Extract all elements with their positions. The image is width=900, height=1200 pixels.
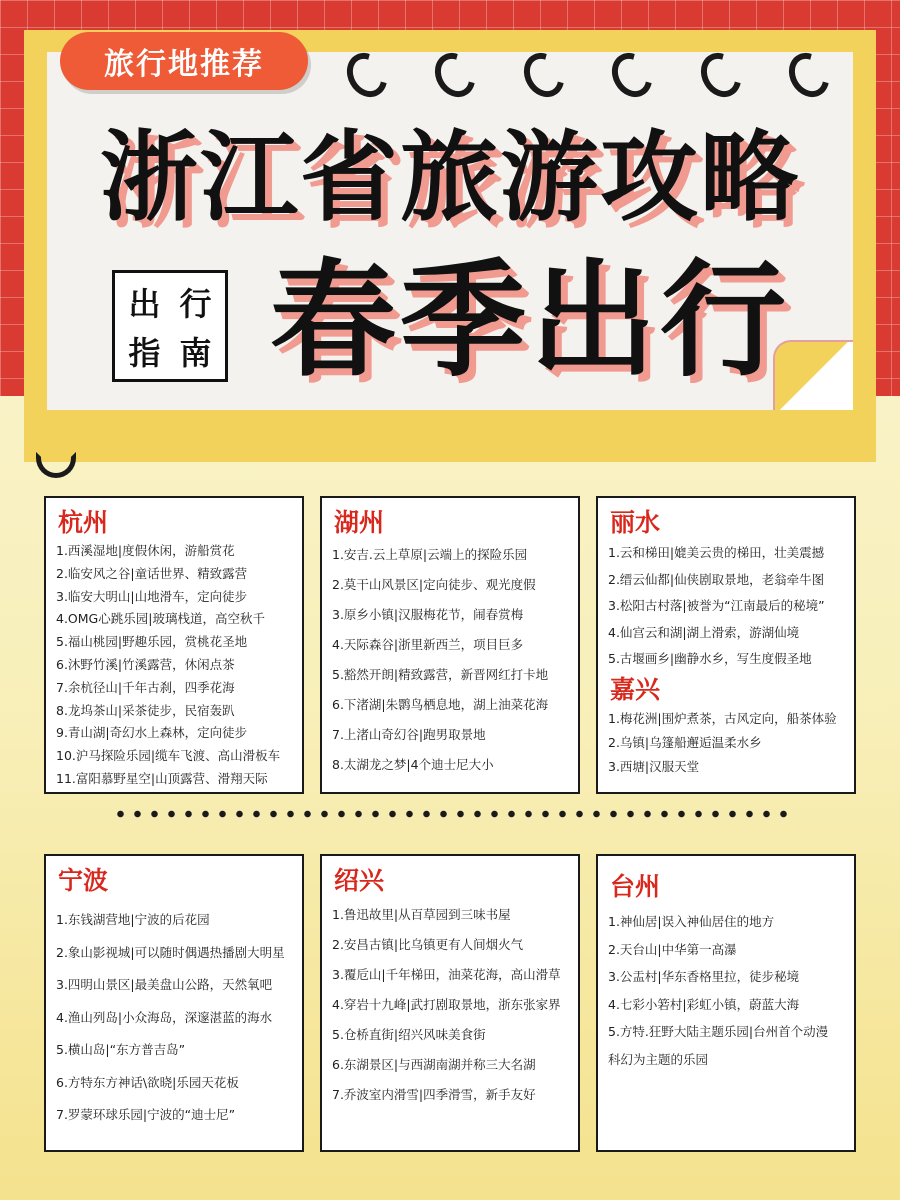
list-item: 2.临安风之谷|童话世界、精致露营 xyxy=(56,565,248,581)
list-item: 1.鲁迅故里|从百草园到三味书屋 xyxy=(332,907,511,922)
list-item: 6.方特东方神话\欲晓|乐园天花板 xyxy=(56,1074,239,1090)
list-item: 2.乌镇|乌篷船邂逅温柔水乡 xyxy=(608,734,762,750)
list-item: 2.莫干山风景区|定向徒步、观光度假 xyxy=(332,577,536,592)
list-item: 8.龙坞茶山|采茶徒步，民宿轰趴 xyxy=(56,702,235,718)
travel-guide-stamp xyxy=(112,270,228,382)
list-item: 1.梅花洲|围炉煮茶，古风定向，船茶体验 xyxy=(608,710,837,726)
ring-icon xyxy=(427,46,483,105)
page-title: 浙江省旅游攻略 xyxy=(99,121,800,235)
list-item: 6.东湖景区|与西湖南湖并称三大名湖 xyxy=(332,1057,536,1072)
list-item: 4.渔山列岛|小众海岛，深邃湛蓝的海水 xyxy=(56,1009,273,1025)
region-card-hangzhou xyxy=(44,496,304,794)
region-list xyxy=(608,540,844,673)
region-list xyxy=(56,904,292,1132)
list-item: 5.方特.狂野大陆主题乐园|台州首个动漫 xyxy=(608,1024,829,1039)
list-item: 5.仓桥直街|绍兴风味美食街 xyxy=(332,1027,486,1042)
list-item: 1.云和梯田|媲美云贵的梯田，壮美震撼 xyxy=(608,545,825,560)
list-item: 4.OMG心跳乐园|玻璃栈道，高空秋千 xyxy=(56,611,265,627)
list-item: 3.松阳古村落|被誉为“江南最后的秘境” xyxy=(608,598,825,613)
list-item: 3.四明山景区|最美盘山公路，天然氧吧 xyxy=(56,977,273,992)
guide-char: 南 xyxy=(179,333,212,372)
region-title: 杭州 xyxy=(58,508,109,537)
ring-icon xyxy=(516,46,572,105)
list-item: 3.公盂村|华东香格里拉，徒步秘境 xyxy=(608,969,800,984)
region-title: 湖州 xyxy=(334,508,385,537)
list-item: 3.覆卮山|千年梯田，油菜花海，高山滑草 xyxy=(332,967,561,982)
list-item: 5.福山桃园|野趣乐园，赏桃花圣地 xyxy=(56,634,248,650)
list-item: 5.古堰画乡|幽静水乡，写生度假圣地 xyxy=(608,651,812,666)
list-item: 5.豁然开朗|精致露营，新晋网红打卡地 xyxy=(332,667,549,682)
ring-icon xyxy=(339,46,395,105)
region-card-shaoxing xyxy=(320,854,580,1152)
list-item: 4.穿岩十九峰|武打剧取景地，浙东张家界 xyxy=(332,997,561,1012)
ring-icon xyxy=(693,46,749,105)
list-item: 11.富阳慕野星空|山顶露营、滑翔天际 xyxy=(56,770,268,786)
region-list xyxy=(332,900,568,1110)
ring-icon xyxy=(36,452,76,478)
list-item: 7.罗蒙环球乐园|宁波的“迪士尼” xyxy=(56,1107,236,1122)
list-item: 科幻为主题的乐园 xyxy=(608,1051,709,1067)
list-item: 7.上渚山奇幻谷|跑男取景地 xyxy=(332,727,486,742)
list-item: 4.七彩小箬村|彩虹小镇，蔚蓝大海 xyxy=(608,996,800,1012)
page-subtitle: 春季出行 xyxy=(270,247,790,394)
list-item: 4.仙宫云和湖|湖上滑索，游湖仙境 xyxy=(608,624,800,640)
guide-char: 行 xyxy=(179,284,212,323)
list-item: 4.天际森谷|浙里新西兰，项目巨多 xyxy=(332,637,524,652)
list-item: 1.安吉.云上草原|云端上的探险乐园 xyxy=(332,547,528,562)
region-list xyxy=(608,707,844,779)
list-item: 9.青山湖|奇幻水上森林，定向徒步 xyxy=(56,725,248,741)
binder-rings xyxy=(348,52,828,102)
region-card-taizhou xyxy=(596,854,856,1152)
list-item: 3.原乡小镇|汉服梅花节，闹春赏梅 xyxy=(332,607,524,622)
region-title: 绍兴 xyxy=(334,866,385,895)
guide-char: 指 xyxy=(128,333,161,372)
list-item: 6.下渚湖|朱鹮鸟栖息地，湖上油菜花海 xyxy=(332,697,549,712)
list-item: 3.临安大明山|山地滑车，定向徒步 xyxy=(56,588,248,604)
list-item: 1.神仙居|误入神仙居住的地方 xyxy=(608,914,775,929)
region-title: 嘉兴 xyxy=(610,674,661,704)
list-item: 6.沐野竹溪|竹溪露营，休闲点茶 xyxy=(56,656,235,672)
list-item: 1.东钱湖营地|宁波的后花园 xyxy=(56,912,210,927)
region-card-huzhou xyxy=(320,496,580,794)
list-item: 5.横山岛|“东方普吉岛” xyxy=(56,1042,186,1057)
recommend-tag: 旅行地推荐 xyxy=(60,32,308,90)
ring-icon xyxy=(604,46,660,105)
list-item: 2.象山影视城|可以随时偶遇热播剧大明星 xyxy=(56,944,285,960)
region-list xyxy=(332,540,568,780)
region-title: 丽水 xyxy=(610,508,661,537)
region-card-lishui-jiaxing xyxy=(596,496,856,794)
list-item: 2.安昌古镇|比乌镇更有人间烟火气 xyxy=(332,937,524,952)
list-item: 3.西塘|汉服天堂 xyxy=(608,758,700,774)
region-list xyxy=(56,540,292,791)
list-item: 2.缙云仙都|仙侠剧取景地，老翁牵牛图 xyxy=(608,571,825,587)
region-list xyxy=(608,908,844,1073)
guide-char: 出 xyxy=(128,284,161,323)
list-item: 7.余杭径山|千年古刹，四季花海 xyxy=(56,679,235,695)
region-card-ningbo xyxy=(44,854,304,1152)
list-item: 1.西溪湿地|度假休闲，游船赏花 xyxy=(56,543,235,558)
list-item: 7.乔波室内滑雪|四季滑雪，新手友好 xyxy=(332,1087,536,1102)
list-item: 10.沪马探险乐园|缆车飞渡、高山滑板车 xyxy=(56,748,281,764)
region-title: 台州 xyxy=(610,872,661,901)
list-item: 2.天台山|中华第一高瀑 xyxy=(608,941,737,957)
region-title: 宁波 xyxy=(58,866,109,895)
list-item: 8.太湖龙之梦|4个迪士尼大小 xyxy=(332,757,494,772)
section-divider xyxy=(112,810,788,818)
